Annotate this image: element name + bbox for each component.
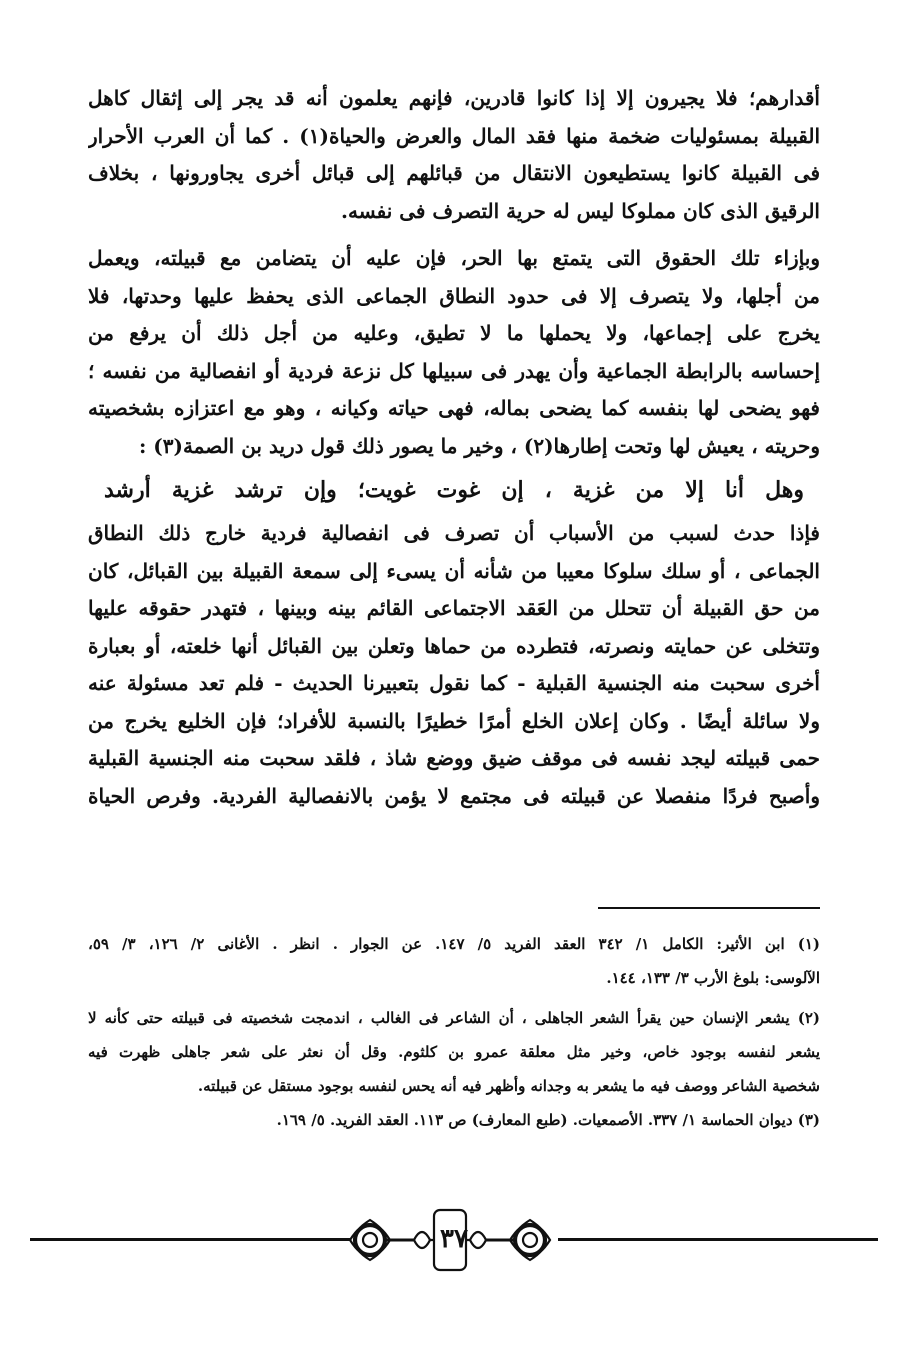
poetry-verse: وهل أنا إلا من غزية ، إن غوت غويت؛ وإن ترشد غزية أرشد — [104, 477, 804, 503]
text-line: من حق القبيلة أن تتحلل من العَقد الاجتماعى القائم بينه وبينها ، فتهدر حقوقه عليها — [88, 596, 820, 620]
text-line: الرقيق الذى كان مملوكا ليس له حرية التصرف فى نفسه. — [341, 198, 820, 223]
footnote-separator — [598, 907, 820, 909]
footer-rule-right — [558, 1238, 878, 1241]
page-footer — [30, 1200, 878, 1280]
text-line: فى القبيلة كانوا يستطيعون الانتقال من قبائلهم إلى قبائل أخرى يجاورونها ، بخلاف — [88, 161, 820, 185]
text-line: وحريته ، يعيش لها وتحت إطارها(٢) ، وخير ما يصور ذلك قول دريد بن الصمة(٣) : — [138, 433, 820, 458]
text-line: من أجلها، ولا يتصرف إلا فى حدود النطاق الجماعى الذى يحفظ عليها وحدتها، فلا — [88, 283, 820, 308]
paragraph-2 — [88, 240, 820, 465]
text-line: أخرى سحبت منه الجنسية القبلية - كما نقول بتعبيرنا الحديث - فلم تعد مسئولة عنه — [88, 671, 820, 695]
main-text — [88, 80, 820, 815]
text-line: إحساسه بالرابطة الجماعية وأن يهدر فى سبيلها كل نزعة فردية أو انفصالية من نفسه ؛ — [88, 358, 820, 383]
text-line: فهو يضحى لها بنفسه كما يضحى بماله، فهى حياته وكيانه ، وهو مع اعتزازه بشخصيته — [88, 396, 820, 420]
text-line: القبيلة بمسئوليات ضخمة منها فقد المال والعرض والحياة(١) . كما أن العرب الأحرار — [88, 123, 820, 148]
footnote-line: يشعر لنفسه بوجود خاص، وخير مثل معلقة عمرو بن كلثوم. وقل أن نعثر على شعر جاهلى ظهرت فيه — [88, 1043, 820, 1061]
footnote-line: شخصية الشاعر ووصف فيه ما يشعر به وجدانه وأظهر فيه أنه يحس لنفسه بوجود مستقل عن قبيلته. — [197, 1077, 820, 1095]
paragraph-1 — [88, 80, 820, 230]
text-line: وبإزاء تلك الحقوق التى يتمتع بها الحر، فإن عليه أن يتضامن مع قبيلته، ويعمل — [88, 246, 820, 270]
footnote-1 — [88, 927, 820, 995]
text-line: فإذا حدث لسبب من الأسباب أن تصرف فى انفصالية فردية خارج ذلك النطاق — [88, 521, 820, 545]
footnote-3 — [88, 1103, 820, 1137]
footnotes — [88, 927, 820, 1137]
footnote-line: الآلوسى: بلوغ الأرب ٣/ ١٣٣، ١٤٤. — [606, 969, 820, 987]
paragraph-gap — [88, 230, 820, 240]
footnote-2 — [88, 1001, 820, 1103]
text-line: وأصبح فردًا منفصلا عن قبيلته فى مجتمع لا يؤمن بالانفصالية الفردية. وفرص الحياة — [88, 783, 820, 808]
footer-rule-left — [30, 1238, 350, 1241]
footnote-line: (٢) يشعر الإنسان حين يقرأ الشعر الجاهلى ، أن الشاعر فى الغالب ، اندمجت شخصيته فى قبيلته حتى كأنه لا — [88, 1009, 820, 1027]
paragraph-3 — [88, 515, 820, 815]
text-line: ولا سائلة أيضًا . وكان إعلان الخلع أمرًا خطيرًا بالنسبة للأفراد؛ فإن الخليع يخرج من — [88, 708, 820, 733]
page-number: ٣٧ — [440, 1224, 468, 1254]
text-line: حمى قبيلته ليجد نفسه فى موقف ضيق ووضع شاذ ، فلقد سحبت منه الجنسية القبلية — [88, 746, 820, 770]
book-page — [88, 80, 820, 1330]
text-line: يخرج على إجماعها، ولا يحملها ما لا تطيق، وعليه من أجل ذلك أن يرفع من — [88, 321, 820, 345]
footnote-line: (٣) ديوان الحماسة ١/ ٣٣٧. الأصمعيات. (طبع المعارف) ص ١١٣. العقد الفريد. ٥/ ١٦٩. — [276, 1111, 820, 1129]
text-line: أقدارهم؛ فلا يجيرون إلا إذا كانوا قادرين، فإنهم يعلمون أنه قد يجر إلى إثقال كاهل — [88, 86, 820, 110]
text-line: وتتخلى عن حمايته ونصرته، فتطرده من حماها وتعلن بين القبائل أنها خلعته، أو بعبارة — [88, 633, 820, 658]
text-line: الجماعى ، أو سلك سلوكا معيبا من شأنه أن يسىء إلى سمعة القبيلة بين القبائل، كان — [88, 558, 820, 583]
footnote-line: (١) ابن الأثير: الكامل ١/ ٣٤٢ العقد الفريد ٥/ ١٤٧. عن الجوار . انظر . الأغانى ٢/ ١٢٦، ٣/ ٥٩، — [88, 935, 820, 953]
